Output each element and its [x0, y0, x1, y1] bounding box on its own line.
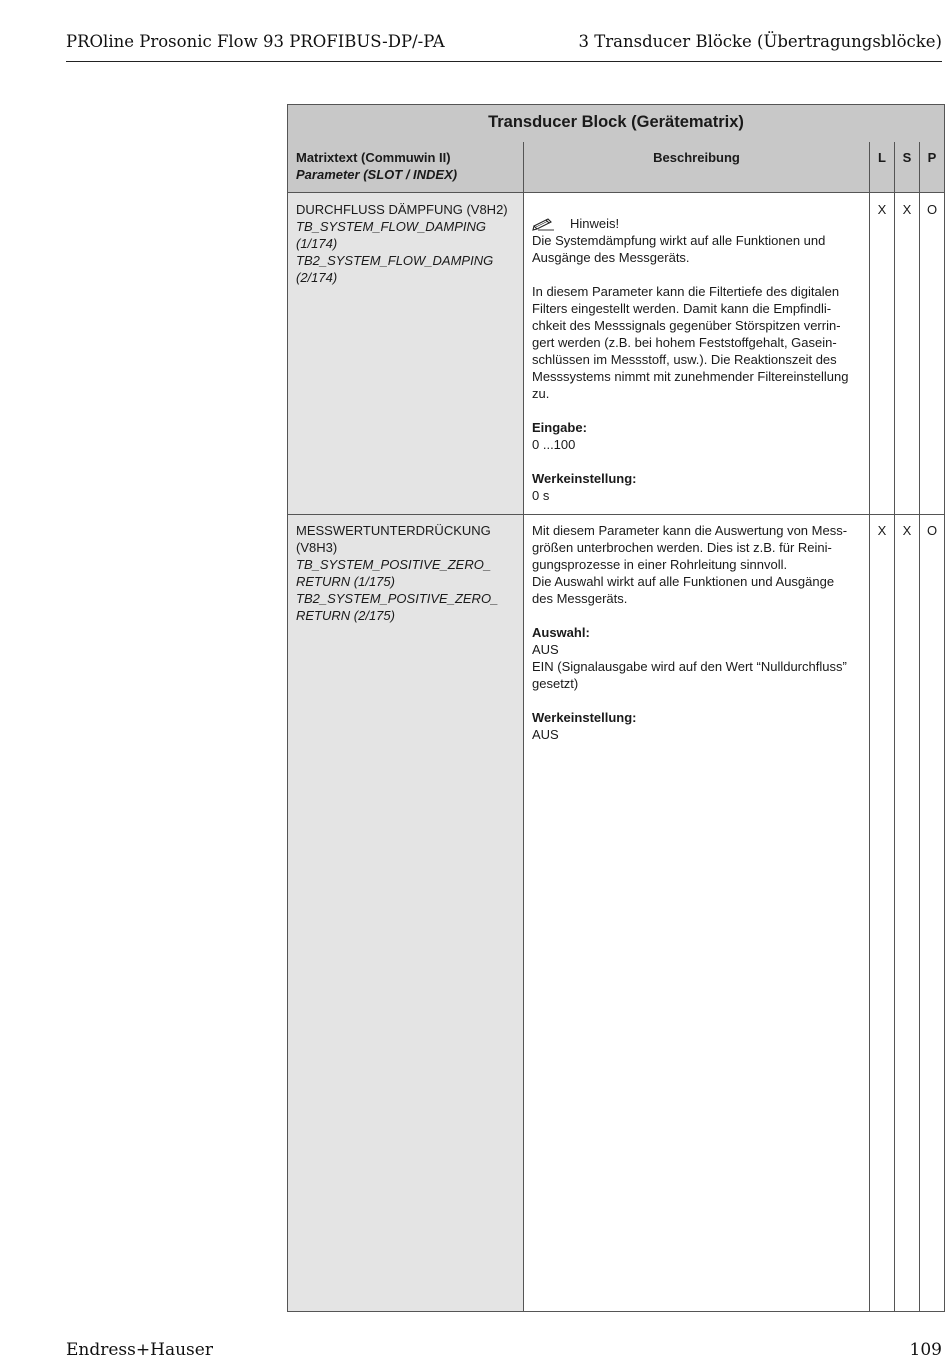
row-2-desc-line: Mit diesem Parameter kann die Auswertung von Mess- — [532, 523, 848, 538]
header-chapter-title: 3 Transducer Blöcke (Übertragungsblöcke) — [578, 32, 942, 51]
row-1-desc-line: chkeit des Messsignals gegenüber Störspitzen verrin- — [532, 318, 841, 333]
row-1-note — [532, 215, 867, 232]
row-2-select-option: gesetzt) — [532, 676, 579, 691]
row-1-param-line: TB_SYSTEM_FLOW_DAMPING — [296, 219, 486, 234]
divider-desc-l — [869, 142, 870, 1311]
row-1-default-label: Werkeinstellung: — [532, 471, 637, 486]
row-2-flag-l: X — [877, 523, 887, 538]
row-1-desc-line: gert werden (z.B. bei hohem Feststoffgehalt, Gasein- — [532, 335, 837, 350]
row-1-input-value: 0 ...100 — [532, 437, 576, 452]
footer-brand: Endress+Hauser — [66, 1340, 213, 1360]
row-1-default-value: 0 s — [532, 488, 550, 503]
row-1-parameter-cell — [296, 201, 518, 286]
column-header-matrixtext — [296, 149, 457, 183]
row-1-param-name: DURCHFLUSS DÄMPFUNG (V8H2) — [296, 202, 508, 217]
row-2-desc-line: des Messgeräts. — [532, 591, 628, 606]
row-2-description-cell — [532, 522, 867, 743]
row-2-param-name: (V8H3) — [296, 540, 338, 555]
row-1-flag-s: X — [902, 202, 912, 217]
row-2-parameter-cell — [296, 522, 518, 624]
column-header-l: L — [878, 150, 886, 165]
row-1-desc-line: zu. — [532, 386, 550, 401]
column-header-s: S — [902, 150, 912, 165]
row-1-desc-line: Ausgänge des Messgeräts. — [532, 250, 690, 265]
row-1-description-cell — [532, 211, 867, 504]
row-2-desc-line: größen unterbrochen werden. Dies ist z.B. für Reini- — [532, 540, 832, 555]
column-header-matrixtext-label: Matrixtext (Commuwin II) — [296, 150, 451, 165]
row-1-flag-p: O — [926, 202, 938, 217]
row-2-param-line: TB2_SYSTEM_POSITIVE_ZERO_ — [296, 591, 499, 606]
row-2-select-option: EIN (Signalausgabe wird auf den Wert “Nulldurchfluss” — [532, 659, 847, 674]
row-2-select-option: AUS — [532, 642, 559, 657]
row-1-desc-line: Messsystems nimmt mit zunehmender Filtereinstellung — [532, 369, 849, 384]
row-2-param-name: MESSWERTUNTERDRÜCKUNG — [296, 523, 491, 538]
column-header-p: P — [927, 150, 937, 165]
row-1-desc-line: schlüssen im Messstoff, usw.). Die Reaktionszeit des — [532, 352, 837, 367]
row-2-desc-line: Die Auswahl wirkt auf alle Funktionen und Ausgänge — [532, 574, 835, 589]
divider-l-s — [894, 142, 895, 1311]
divider-param-desc — [523, 142, 524, 1311]
row-1-flag-l: X — [877, 202, 887, 217]
row-1-desc-line: Die Systemdämpfung wirkt auf alle Funktionen und — [532, 233, 826, 248]
divider-s-p — [919, 142, 920, 1311]
row-2-param-line: RETURN (2/175) — [296, 608, 395, 623]
row-2-default-value: AUS — [532, 727, 559, 742]
table-title: Transducer Block (Gerätematrix) — [488, 113, 744, 131]
row-2-default-label: Werkeinstellung: — [532, 710, 637, 725]
pencil-note-icon — [532, 217, 556, 231]
row-1-input-label: Eingabe: — [532, 420, 587, 435]
column-header-parameter-label: Parameter (SLOT / INDEX) — [296, 167, 458, 182]
page-header — [66, 30, 942, 62]
row-1-desc-line: Filters eingestellt werden. Damit kann die Empfindli- — [532, 301, 832, 316]
row-2-select-label: Auswahl: — [532, 625, 590, 640]
row-2-param-line: TB_SYSTEM_POSITIVE_ZERO_ — [296, 557, 492, 572]
header-document-title: PROline Prosonic Flow 93 PROFIBUS-DP/-PA — [66, 32, 445, 51]
row-2-desc-line: gungsprozesse in einer Rohrleitung sinnvoll. — [532, 557, 788, 572]
row-1-note-label: Hinweis! — [570, 216, 620, 231]
row-1-param-line: (1/174) — [296, 236, 338, 251]
footer-page-number: 109 — [909, 1340, 942, 1360]
row-1-param-line: (2/174) — [296, 270, 338, 285]
row-2-param-line: RETURN (1/175) — [296, 574, 395, 589]
row-divider — [288, 514, 944, 515]
row-2-flag-p: O — [926, 523, 938, 538]
transducer-block-table — [287, 104, 945, 1312]
row-1-param-line: TB2_SYSTEM_FLOW_DAMPING — [296, 253, 494, 268]
row-1-desc-line: In diesem Parameter kann die Filtertiefe des digitalen — [532, 284, 840, 299]
column-header-beschreibung: Beschreibung — [653, 150, 740, 165]
row-2-flag-s: X — [902, 523, 912, 538]
